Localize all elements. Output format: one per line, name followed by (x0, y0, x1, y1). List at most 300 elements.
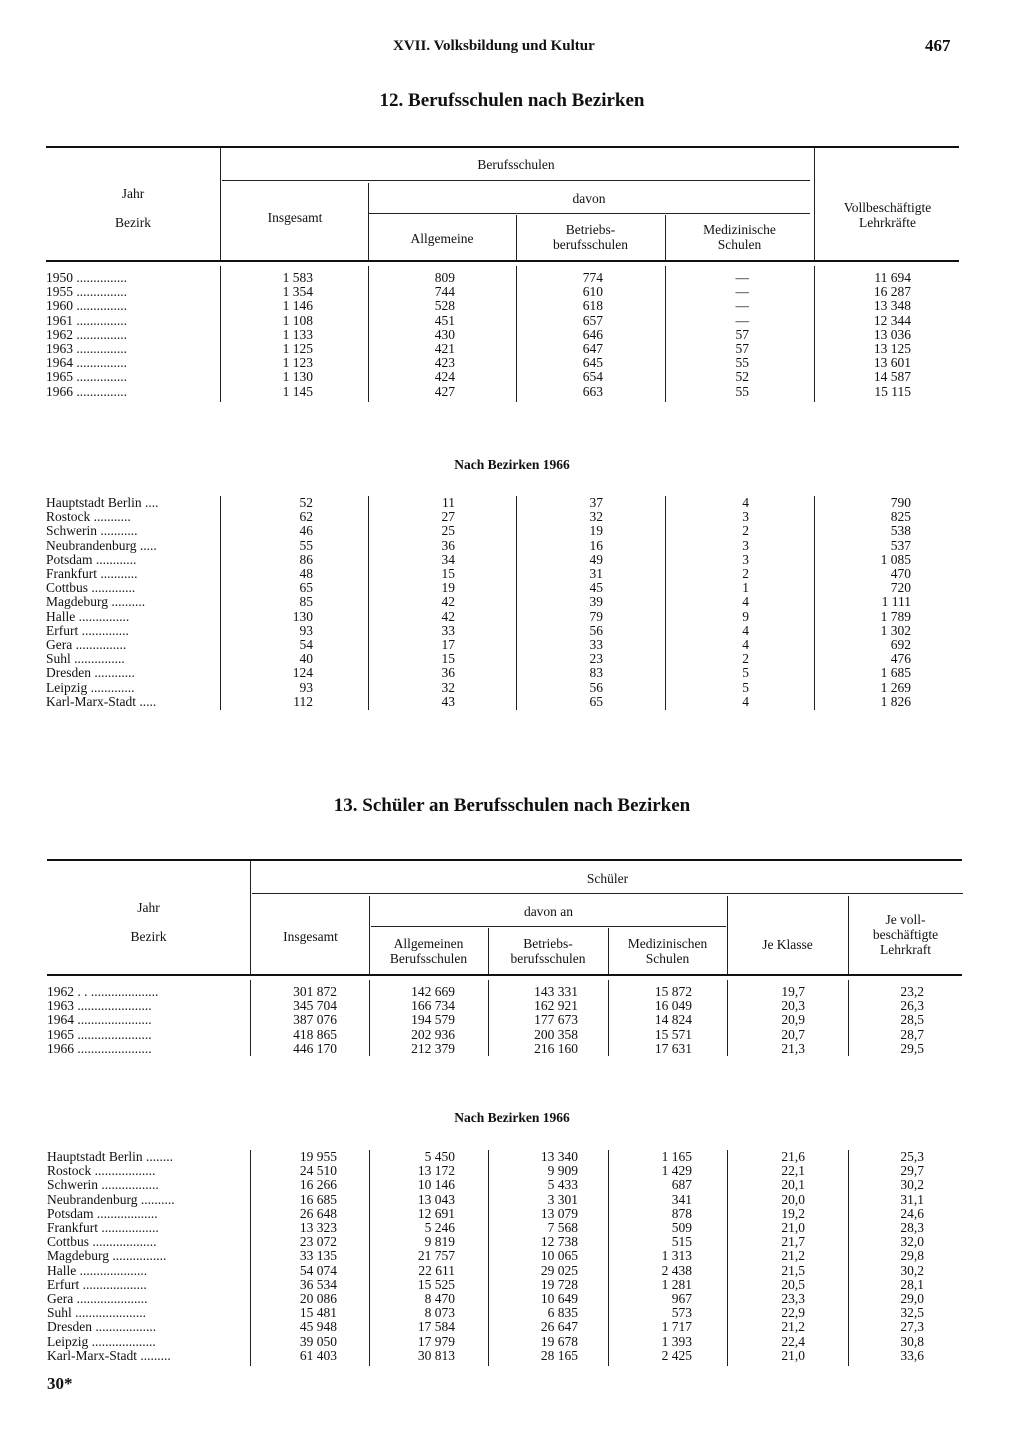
table-cell: 10 065 (540, 1248, 578, 1264)
table-cell: 4 (742, 693, 749, 709)
table-cell: 13 036 (873, 326, 911, 342)
table-row (46, 539, 959, 553)
table-row (47, 1207, 962, 1221)
table-cell: 647 (582, 341, 603, 356)
table-13-subheading: Nach Bezirken 1966 (454, 1110, 570, 1125)
table-cell: 55 (299, 537, 313, 553)
table-cell: — (735, 298, 749, 314)
table-row (47, 1249, 962, 1263)
table-cell: 430 (434, 326, 455, 342)
header-medizinische-schulen: Medizinische Schulen (703, 222, 776, 252)
table-cell: 13 601 (873, 355, 911, 371)
table-cell: 301 872 (293, 984, 337, 999)
table-row (46, 342, 959, 356)
table-13-title: 13. Schüler an Berufsschulen nach Bezirken (333, 795, 691, 816)
table-cell: 515 (671, 1234, 692, 1250)
table-cell: 14 824 (654, 1012, 692, 1028)
table-cell: 26 648 (299, 1205, 337, 1221)
table-cell: 21,2 (781, 1248, 805, 1264)
table-cell: 744 (434, 284, 455, 300)
table-cell: 1 108 (282, 312, 313, 328)
row-district: Schwerin ........... (46, 524, 138, 539)
table-cell: 2 (742, 651, 749, 667)
header-allgemeine: Allgemeine (410, 231, 474, 246)
table-cell: 528 (434, 298, 455, 314)
table-cell: 12 691 (417, 1205, 455, 1221)
table-cell: 61 403 (299, 1347, 337, 1363)
table-row (46, 681, 959, 695)
row-district: Frankfurt ................. (47, 1221, 159, 1235)
table-cell: 11 (442, 495, 455, 510)
table-cell: 32 (589, 509, 603, 525)
table-row (47, 1292, 962, 1306)
row-district: Rostock .................. (47, 1164, 156, 1179)
header-je-klasse: Je Klasse (762, 937, 813, 952)
table-cell: 24 510 (299, 1163, 337, 1179)
table-cell: 45 948 (299, 1319, 337, 1335)
table-cell: 421 (434, 341, 455, 356)
table-cell: 9 819 (424, 1234, 455, 1250)
header-berufsschulen: Berufsschulen (477, 157, 555, 172)
table-cell: 194 579 (411, 1012, 455, 1028)
table-cell: 1 085 (880, 551, 911, 567)
table-cell: 39 (589, 594, 603, 610)
table-cell: 93 (299, 679, 313, 695)
table-row (47, 1320, 962, 1334)
table-cell: 657 (582, 312, 603, 328)
table-cell: 36 (441, 537, 455, 553)
table-cell: 774 (582, 270, 603, 285)
header-betriebsberufsschulen: Betriebs- berufsschulen (510, 936, 586, 966)
table-cell: 27,3 (900, 1319, 924, 1335)
table-cell: 446 170 (293, 1040, 337, 1056)
table-cell: 32,0 (900, 1234, 924, 1250)
table-cell: 1 130 (282, 369, 313, 385)
table-cell: 1 583 (282, 270, 313, 285)
table-row (47, 1306, 962, 1320)
table-cell: 202 936 (411, 1026, 455, 1042)
table-cell: 1 (742, 580, 749, 596)
table-cell: 13 125 (873, 341, 911, 356)
table-cell: 30,8 (900, 1333, 924, 1349)
table-cell: 4 (742, 637, 749, 652)
table-row (46, 652, 959, 666)
row-district: Cottbus ............. (46, 581, 136, 596)
table-cell: 86 (299, 551, 313, 567)
row-year: 1955 ............... (46, 285, 127, 300)
table-cell: 93 (299, 622, 313, 638)
table-cell: 9 (742, 608, 749, 624)
table-cell: 22,4 (781, 1333, 805, 1349)
table-cell: 10 146 (417, 1177, 455, 1193)
table-cell: 56 (589, 679, 603, 695)
table-row (46, 385, 959, 399)
table-row (46, 567, 959, 581)
table-cell: 124 (292, 665, 313, 681)
table-cell: 1 146 (282, 298, 313, 314)
table-cell: 11 694 (874, 270, 911, 285)
table-cell: 21,0 (781, 1220, 805, 1235)
row-district: Cottbus ................... (47, 1235, 157, 1250)
row-year: 1964 ............... (46, 356, 127, 371)
table-cell: 56 (589, 622, 603, 638)
table-12-subheading: Nach Bezirken 1966 (454, 457, 570, 472)
row-district: Karl-Marx-Stadt ......... (47, 1348, 171, 1363)
header-je-lehrkraft: Je voll- beschäftigte Lehrkraft (872, 912, 939, 957)
table-cell: 13 348 (873, 298, 911, 314)
table-cell: 2 (742, 523, 749, 539)
table-cell: 22,1 (781, 1163, 805, 1179)
table-cell: 65 (299, 580, 313, 596)
table-cell: 646 (582, 326, 603, 342)
table-cell: 8 073 (424, 1305, 455, 1321)
table-cell: 62 (299, 509, 313, 525)
row-district: Neubrandenburg ..... (46, 538, 157, 553)
table-cell: 16 (589, 537, 603, 553)
table-row (46, 638, 959, 652)
table-cell: 809 (434, 270, 455, 285)
table-cell: 20,3 (781, 998, 805, 1014)
header-bezirk: Bezirk (130, 929, 167, 944)
table-cell: 20,1 (781, 1177, 805, 1193)
table-cell: 16 049 (654, 998, 692, 1014)
table-12-title: 12. Berufsschulen nach Bezirken (379, 90, 645, 111)
table-row (46, 299, 959, 313)
row-year: 1966 ...................... (47, 1041, 152, 1056)
table-cell: 663 (582, 383, 603, 399)
table-cell: 573 (671, 1305, 692, 1321)
table-cell: 2 (742, 566, 749, 581)
table-cell: 1 717 (661, 1319, 692, 1335)
header-davon-an: davon an (523, 904, 574, 919)
header-schueler: Schüler (586, 871, 629, 886)
table-cell: 1 111 (881, 594, 911, 610)
table-cell: 19 678 (540, 1333, 578, 1349)
table-cell: 27 (441, 509, 455, 525)
table-cell: 29,0 (900, 1291, 924, 1306)
row-district: Halle ............... (46, 609, 130, 624)
row-district: Karl-Marx-Stadt ..... (46, 694, 157, 709)
table-cell: 36 534 (299, 1276, 337, 1292)
table-cell: 21,0 (781, 1347, 805, 1363)
table-cell: 427 (434, 383, 455, 399)
table-cell: 55 (735, 355, 749, 371)
table-cell: 40 (299, 651, 313, 667)
table-row (46, 624, 959, 638)
table-cell: 1 313 (661, 1248, 692, 1264)
table-cell: 538 (890, 523, 911, 539)
table-cell: 21,3 (781, 1040, 805, 1056)
table-cell: 15 571 (654, 1026, 692, 1042)
table-cell: 3 (742, 537, 749, 553)
table-row (46, 510, 959, 524)
table-cell: 29 025 (540, 1262, 578, 1278)
table-cell: 33 135 (299, 1248, 337, 1264)
row-district: Potsdam .................. (47, 1206, 158, 1221)
table-cell: 1 133 (282, 326, 313, 342)
table-cell: 15 (441, 566, 455, 581)
table-cell: 20,5 (781, 1276, 805, 1292)
table-cell: 65 (589, 693, 603, 709)
table-cell: 28,3 (900, 1220, 924, 1235)
table-row (46, 496, 959, 510)
header-lehrkraefte: Vollbeschäftigte Lehrkräfte (843, 200, 932, 230)
table-cell: 15 115 (874, 383, 911, 399)
table-cell: 418 865 (293, 1026, 337, 1042)
table-cell: 21,7 (781, 1234, 805, 1250)
table-cell: 424 (434, 369, 455, 385)
table-cell: 43 (441, 693, 455, 709)
table-cell: 19 (441, 580, 455, 596)
table-cell: 28,1 (900, 1276, 924, 1292)
table-cell: 33,6 (900, 1347, 924, 1363)
table-cell: 19 955 (299, 1149, 337, 1164)
row-district: Frankfurt ........... (46, 567, 138, 581)
row-district: Magdeburg .......... (46, 595, 146, 610)
table-cell: 618 (582, 298, 603, 314)
table-cell: 32 (441, 679, 455, 695)
table-cell: 610 (582, 284, 603, 300)
running-head: XVII. Volksbildung und Kultur (393, 38, 595, 54)
signature-mark: 30* (47, 1374, 73, 1393)
table-cell: 30 813 (417, 1347, 455, 1363)
table-cell: 33 (589, 637, 603, 652)
table-cell: 52 (735, 369, 749, 385)
table-row (46, 271, 959, 285)
table-cell: 16 685 (299, 1191, 337, 1207)
table-cell: 19,7 (781, 984, 805, 999)
page-number: 467 (925, 36, 951, 55)
table-row (46, 581, 959, 595)
table-cell: 20,0 (781, 1191, 805, 1207)
table-row (46, 356, 959, 370)
table-row (47, 1221, 962, 1235)
row-district: Magdeburg ................ (47, 1249, 167, 1264)
row-district: Schwerin ................. (47, 1178, 159, 1193)
table-cell: 17 979 (417, 1333, 455, 1349)
table-row (46, 695, 959, 709)
table-cell: 28,7 (900, 1026, 924, 1042)
table-cell: 54 074 (299, 1262, 337, 1278)
row-district: Gera ..................... (47, 1292, 148, 1306)
table-cell: 17 631 (654, 1040, 692, 1056)
row-district: Gera ............... (46, 638, 127, 652)
row-district: Hauptstadt Berlin ........ (47, 1150, 173, 1164)
table-cell: 23,2 (900, 984, 924, 999)
row-year: 1965 ............... (46, 370, 127, 385)
table-row (46, 610, 959, 624)
table-cell: 46 (299, 523, 313, 539)
table-cell: 57 (735, 341, 749, 356)
table-cell: 341 (671, 1191, 692, 1207)
table-cell: 1 123 (282, 355, 313, 371)
table-cell: 645 (582, 355, 603, 371)
table-cell: 967 (671, 1291, 692, 1306)
table-cell: 1 393 (661, 1333, 692, 1349)
row-district: Leipzig ............. (46, 680, 135, 695)
table-cell: 166 734 (411, 998, 455, 1014)
table-row (47, 1150, 962, 1164)
row-district: Leipzig ................... (47, 1334, 156, 1349)
table-cell: 423 (434, 355, 455, 371)
table-cell: 720 (890, 580, 911, 596)
table-cell: 177 673 (534, 1012, 578, 1028)
table-cell: 54 (299, 637, 313, 652)
table-row (46, 595, 959, 609)
table-row (47, 985, 962, 999)
table-cell: 5 433 (547, 1177, 578, 1193)
header-allgemeinen-berufsschulen: Allgemeinen Berufsschulen (389, 936, 468, 966)
table-row (47, 999, 962, 1013)
row-district: Rostock ........... (46, 510, 131, 525)
table-cell: 28,5 (900, 1012, 924, 1028)
table-cell: 2 425 (661, 1347, 692, 1363)
table-cell: 1 125 (282, 341, 313, 356)
table-cell: 878 (671, 1205, 692, 1221)
row-district: Suhl ..................... (47, 1306, 147, 1321)
table-cell: 42 (441, 594, 455, 610)
table-row (47, 1178, 962, 1192)
table-cell: 83 (589, 665, 603, 681)
row-year: 1962 ............... (46, 327, 127, 342)
table-row (46, 328, 959, 342)
table-cell: 21 757 (417, 1248, 455, 1264)
table-cell: 509 (671, 1220, 692, 1235)
table-cell: 12 344 (873, 312, 911, 328)
table-cell: 13 340 (540, 1149, 578, 1164)
table-cell: 212 379 (411, 1040, 455, 1056)
table-cell: 52 (299, 495, 313, 510)
table-cell: 1 145 (282, 383, 313, 399)
table-cell: 36 (441, 665, 455, 681)
table-cell: — (735, 312, 749, 328)
table-cell: 22 611 (418, 1262, 455, 1278)
table-cell: 4 (742, 495, 749, 510)
table-cell: 20,9 (781, 1012, 805, 1028)
table-cell: 687 (671, 1177, 692, 1193)
table-cell: 10 649 (540, 1291, 578, 1306)
table-row (47, 1235, 962, 1249)
table-cell: 216 160 (534, 1040, 578, 1056)
row-district: Neubrandenburg .......... (47, 1192, 175, 1207)
table-cell: 34 (441, 551, 455, 567)
table-cell: 5 450 (424, 1149, 455, 1164)
header-insgesamt: Insgesamt (283, 929, 338, 944)
header-jahr: Jahr (137, 900, 160, 915)
row-district: Halle .................... (47, 1263, 148, 1278)
row-district: Dresden .................. (47, 1320, 157, 1335)
table-cell: 387 076 (293, 1012, 337, 1028)
table-cell: 26 647 (540, 1319, 578, 1335)
row-year: 1965 ...................... (47, 1027, 152, 1042)
table-cell: 3 (742, 551, 749, 567)
table-row (46, 285, 959, 299)
table-cell: 1 826 (880, 693, 911, 709)
table-row (47, 1042, 962, 1056)
table-cell: 200 358 (534, 1026, 578, 1042)
row-district: Dresden ............ (46, 666, 135, 681)
table-cell: 29,8 (900, 1248, 924, 1264)
table-cell: 790 (890, 495, 911, 510)
header-bezirk: Bezirk (115, 215, 151, 230)
table-cell: 28 165 (540, 1347, 578, 1363)
header-jahr: Jahr (121, 186, 145, 201)
table-cell: 470 (890, 566, 911, 581)
table-cell: 32,5 (900, 1305, 924, 1321)
table-cell: 17 (441, 637, 455, 652)
table-cell: 15 525 (417, 1276, 455, 1292)
table-cell: 1 354 (282, 284, 313, 300)
row-year: 1962 . . .................... (47, 985, 159, 999)
table-cell: 1 165 (661, 1149, 692, 1164)
table-cell: 4 (742, 622, 749, 638)
table-cell: 15 (441, 651, 455, 667)
table-cell: 1 685 (880, 665, 911, 681)
table-row (46, 370, 959, 384)
row-year: 1966 ............... (46, 384, 127, 399)
table-cell: 112 (293, 693, 313, 709)
table-cell: 7 568 (547, 1220, 578, 1235)
row-year: 1964 ...................... (47, 1013, 152, 1028)
table-cell: 21,2 (781, 1319, 805, 1335)
table-cell: 15 481 (299, 1305, 337, 1321)
table-cell: 1 269 (880, 679, 911, 695)
table-cell: 537 (890, 537, 911, 553)
table-cell: 2 438 (661, 1262, 692, 1278)
table-cell: 451 (434, 312, 455, 328)
table-cell: 29,5 (900, 1040, 924, 1056)
table-cell: 22,9 (781, 1305, 805, 1321)
row-year: 1963 ...................... (47, 999, 152, 1014)
table-cell: 4 (742, 594, 749, 610)
table-cell: 1 302 (880, 622, 911, 638)
table-row (47, 1278, 962, 1292)
table-row (46, 666, 959, 680)
table-cell: 476 (890, 651, 911, 667)
row-district: Suhl ............... (46, 652, 125, 667)
table-cell: 29,7 (900, 1163, 924, 1179)
table-cell: 20,7 (781, 1026, 805, 1042)
table-cell: 20 086 (299, 1291, 337, 1306)
header-medizinischen-schulen: Medizinischen Schulen (627, 936, 708, 966)
table-cell: 79 (589, 608, 603, 624)
table-cell: 30,2 (900, 1262, 924, 1278)
table-cell: 1 281 (661, 1276, 692, 1292)
row-district: Erfurt ................... (47, 1277, 147, 1292)
table-cell: 55 (735, 383, 749, 399)
table-cell: 13 172 (417, 1163, 455, 1179)
table-cell: 3 (742, 509, 749, 525)
table-row (47, 1164, 962, 1178)
table-cell: 130 (292, 608, 313, 624)
table-cell: 42 (441, 608, 455, 624)
table-cell: 49 (589, 551, 603, 567)
table-cell: 25 (441, 523, 455, 539)
table-cell: 825 (890, 509, 911, 525)
table-cell: 57 (735, 326, 749, 342)
table-row (47, 1264, 962, 1278)
table-cell: 25,3 (900, 1149, 924, 1164)
table-row (46, 524, 959, 538)
table-row (47, 1349, 962, 1363)
table-row (46, 553, 959, 567)
row-year: 1963 ............... (46, 342, 127, 356)
table-cell: — (735, 284, 749, 300)
table-cell: 5 (742, 679, 749, 695)
table-cell: 23,3 (781, 1291, 805, 1306)
table-cell: 15 872 (654, 984, 692, 999)
row-year: 1950 ............... (46, 271, 127, 285)
